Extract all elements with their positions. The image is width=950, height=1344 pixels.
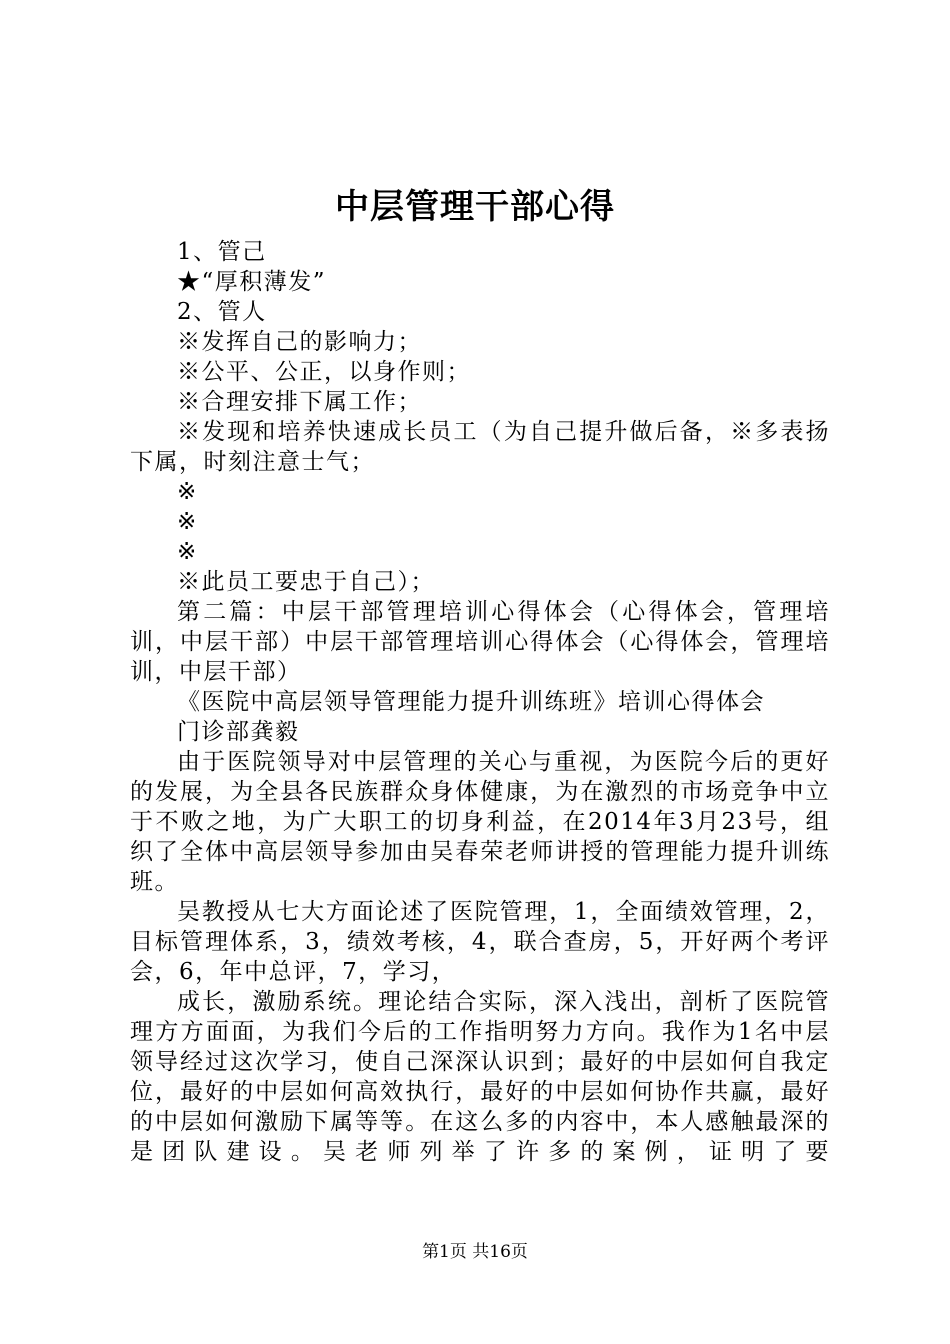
page-footer: 第1页 共16页	[422, 1242, 528, 1262]
paragraph: 第二篇：中层干部管理培训心得体会（心得体会，管理培训，中层干部）中层干部管理培训心得体会（心得体会，管理培训，中层干部）	[130, 599, 830, 685]
paragraph: ※	[177, 509, 198, 535]
paragraph: ★“厚积薄发”	[177, 269, 327, 295]
paragraph: ※发挥自己的影响力；	[177, 329, 422, 355]
paragraph: 吴教授从七大方面论述了医院管理，1，全面绩效管理，2，目标管理体系，3，绩效考核，4，联合查房，5，开好两个考评会，6，年中总评，7，学习，	[130, 899, 830, 985]
paragraph: 2、管人	[177, 299, 267, 325]
paragraph: 《医院中高层领导管理能力提升训练班》培训心得体会	[177, 689, 765, 715]
document-title: 中层管理干部心得	[335, 187, 615, 227]
paragraph: ※合理安排下属工作；	[177, 389, 422, 415]
document-body	[130, 237, 830, 1167]
paragraph: ※发现和培养快速成长员工（为自己提升做后备，※多表扬下属，时刻注意士气；	[130, 419, 830, 475]
paragraph: 1、管己	[177, 239, 267, 265]
paragraph: 门诊部龚毅	[177, 719, 300, 745]
paragraph: ※此员工要忠于自己）；	[177, 569, 435, 595]
paragraph: ※	[177, 539, 198, 565]
paragraph: ※	[177, 479, 198, 505]
paragraph: 成长，激励系统。理论结合实际，深入浅出，剖析了医院管理方方面面，为我们今后的工作指明努力方向。我作为1名中层领导经过这次学习，使自己深深认识到；最好的中层如何自我定位，最好的中层如何高效执行，最好的中层如何协作共赢，最好的中层如何激励下属等等。在这么多的内容中，本人感触最深的是团队建设。吴老师列举了许多的案例，证明了要	[130, 989, 830, 1165]
paragraph: ※公平、公正，以身作则；	[177, 359, 471, 385]
paragraph: 由于医院领导对中层管理的关心与重视，为医院今后的更好的发展，为全县各民族群众身体健康，为在激烈的市场竞争中立于不败之地，为广大职工的切身利益，在2014年3月23号，组织了全体中高层领导参加由吴春荣老师讲授的管理能力提升训练班。	[130, 749, 830, 895]
